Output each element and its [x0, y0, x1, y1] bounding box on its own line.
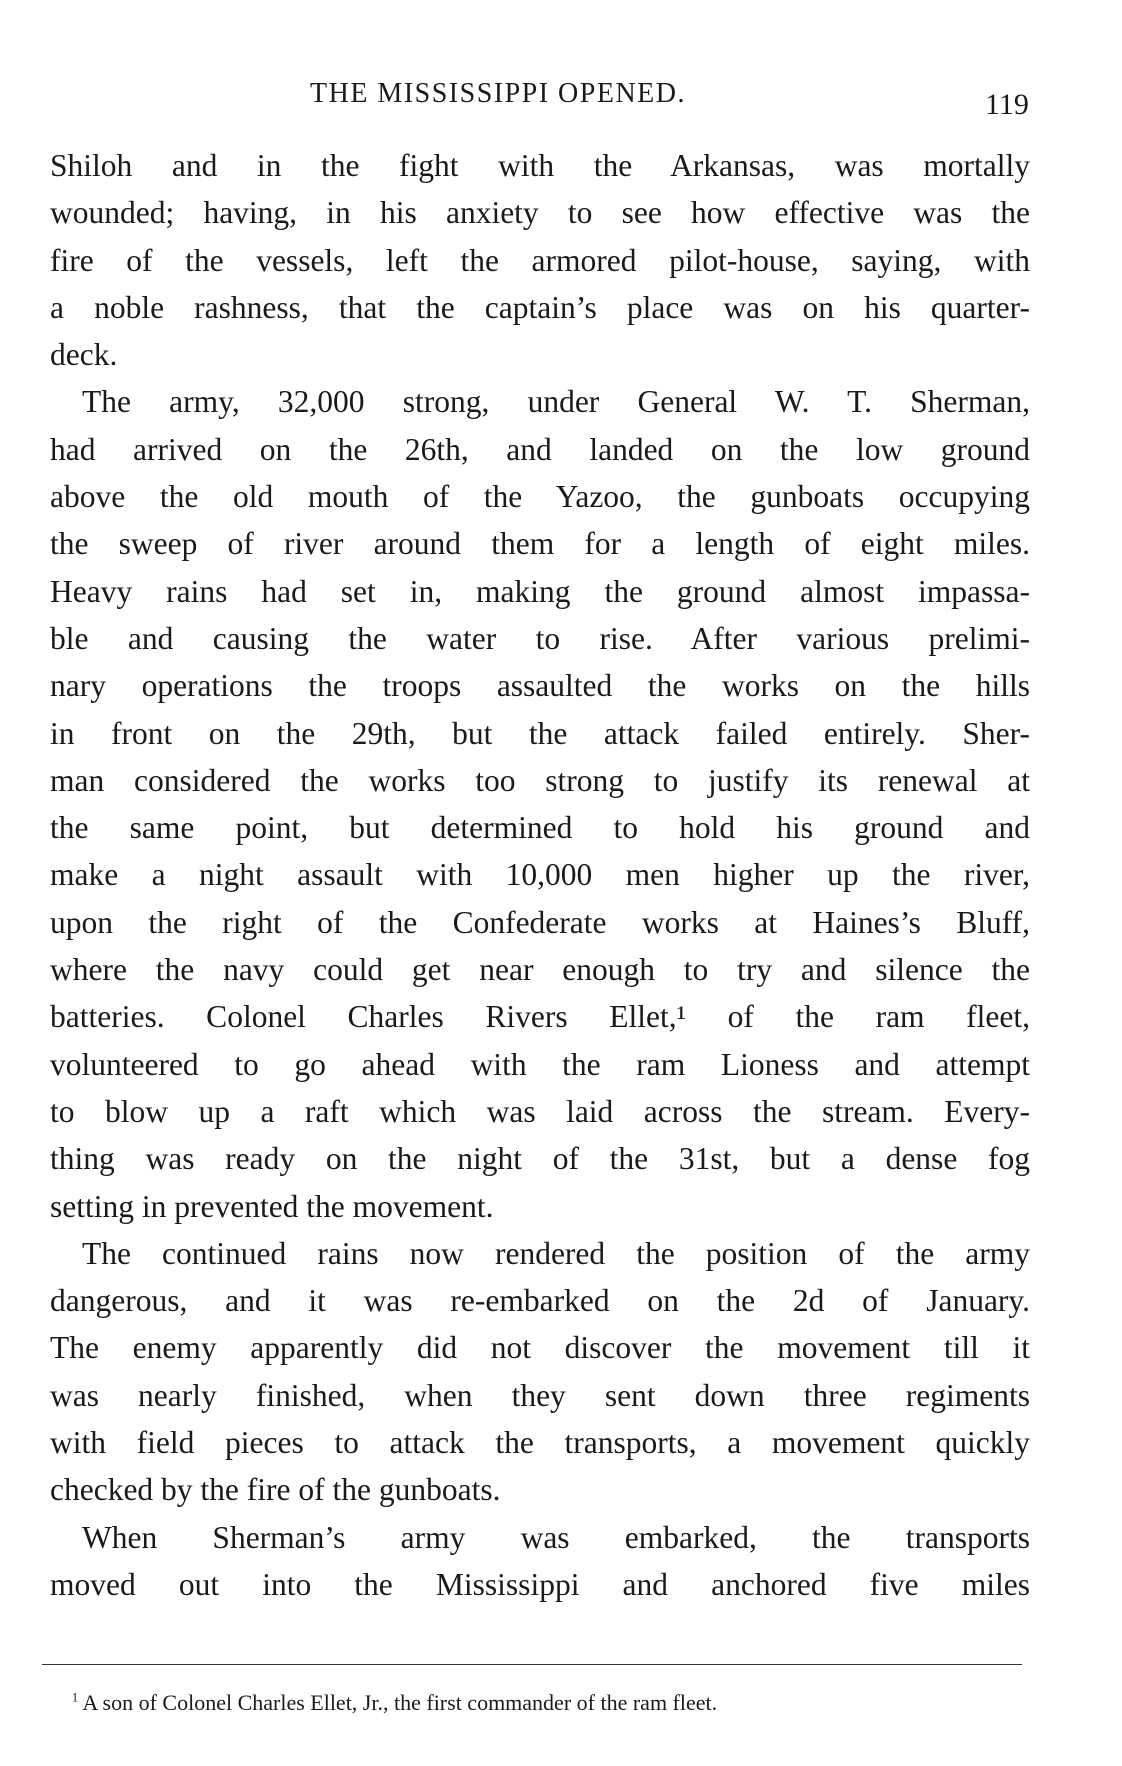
text-line: volunteered to go ahead with the ram Lioness and attempt — [50, 1046, 1030, 1082]
running-title: THE MISSISSIPPI OPENED. — [310, 78, 686, 109]
text-line: to blow up a raft which was laid across the stream. Every- — [50, 1093, 1030, 1129]
text-line: The continued rains now rendered the position of the army — [82, 1235, 1030, 1271]
text-line: batteries. Colonel Charles Rivers Ellet,¹ of the ram fleet, — [50, 999, 1030, 1035]
footnote-rule — [42, 1664, 1022, 1665]
text-line: wounded; having, in his anxiety to see how effective was the — [50, 195, 1030, 231]
body-text — [50, 142, 1030, 1608]
text-line: The enemy apparently did not discover the movement till it — [50, 1330, 1030, 1366]
text-line: was nearly finished, when they sent down three regiments — [50, 1377, 1030, 1413]
text-line: ble and causing the water to rise. After various prelimi- — [50, 620, 1030, 656]
footnote-marker: 1 — [72, 1690, 79, 1705]
footnote — [72, 1690, 1022, 1716]
text-line: When Sherman’s army was embarked, the transports — [82, 1519, 1030, 1555]
paragraph — [50, 378, 1030, 1229]
text-line: Heavy rains had set in, making the ground almost impassa- — [50, 573, 1030, 609]
paragraph — [50, 142, 1030, 378]
text-line: a noble rashness, that the captain’s place was on his quarter- — [50, 289, 1030, 325]
text-line: above the old mouth of the Yazoo, the gunboats occupying — [50, 479, 1030, 515]
text-line: moved out into the Mississippi and anchored five miles — [50, 1566, 1030, 1602]
text-line: checked by the fire of the gunboats. — [50, 1472, 501, 1508]
text-line: man considered the works too strong to justify its renewal at — [50, 762, 1030, 798]
running-head — [0, 78, 1122, 122]
text-line: upon the right of the Confederate works at Haines’s Bluff, — [50, 904, 1030, 940]
paragraph — [50, 1230, 1030, 1514]
text-line: the same point, but determined to hold his ground and — [50, 810, 1030, 846]
paragraph — [50, 1514, 1030, 1609]
text-line: The army, 32,000 strong, under General W. T. Sherman, — [82, 384, 1030, 420]
text-line: with field pieces to attack the transports, a movement quickly — [50, 1425, 1030, 1461]
text-line: thing was ready on the night of the 31st, but a dense fog — [50, 1141, 1030, 1177]
text-line: dangerous, and it was re-embarked on the 2d of January. — [50, 1283, 1030, 1319]
text-line: fire of the vessels, left the armored pilot-house, saying, with — [50, 242, 1030, 278]
text-line: deck. — [50, 337, 118, 373]
text-line: had arrived on the 26th, and landed on the low ground — [50, 431, 1030, 467]
text-line: setting in prevented the movement. — [50, 1188, 494, 1224]
text-line: where the navy could get near enough to try and silence the — [50, 952, 1030, 988]
text-line: the sweep of river around them for a length of eight miles. — [50, 526, 1030, 562]
text-line: make a night assault with 10,000 men higher up the river, — [50, 857, 1030, 893]
page-number: 119 — [985, 88, 1029, 121]
text-line: in front on the 29th, but the attack failed entirely. Sher- — [50, 715, 1030, 751]
text-line: Shiloh and in the fight with the Arkansas, was mortally — [50, 148, 1030, 183]
text-line: nary operations the troops assaulted the works on the hills — [50, 668, 1030, 704]
footnote-text: A son of Colonel Charles Ellet, Jr., the first commander of the ram fleet. — [82, 1690, 718, 1715]
